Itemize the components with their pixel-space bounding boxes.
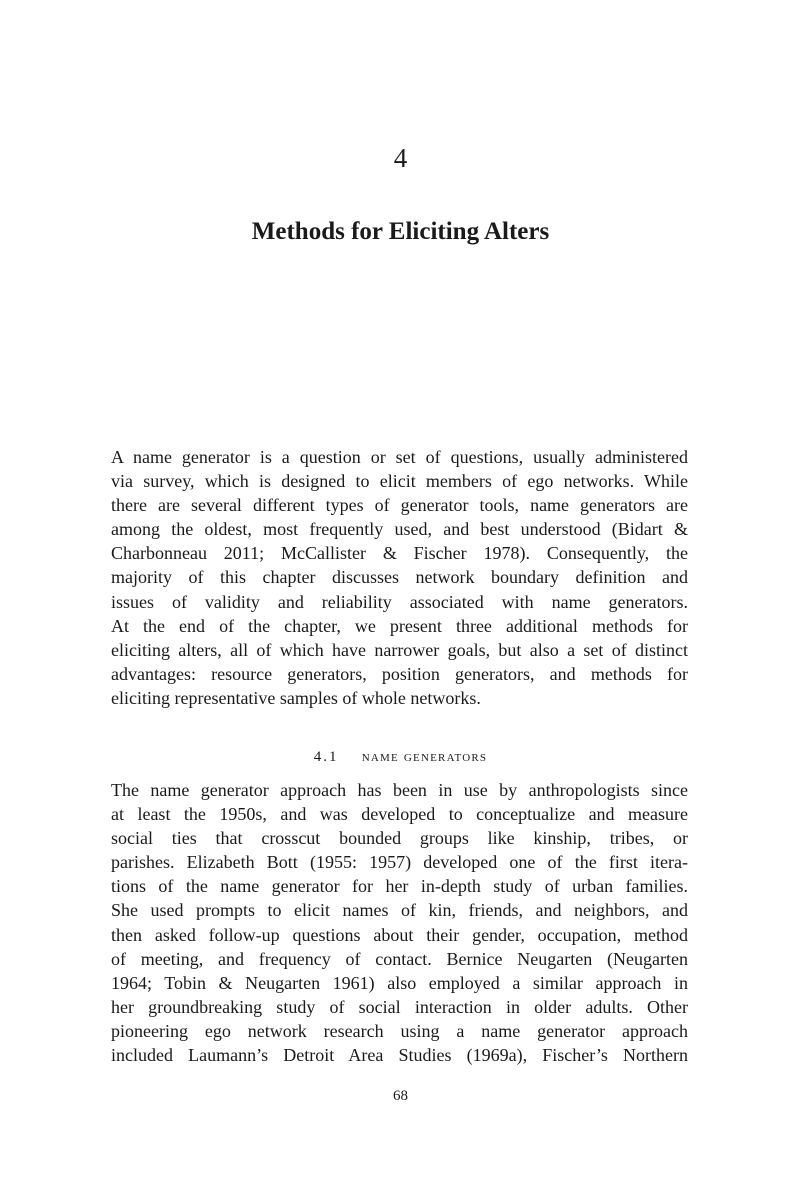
intro-line: among the oldest, most frequently used, and best understood (Bidart & [111,519,688,540]
intro-line: majority of this chapter discusses network boundary definition and [111,567,688,588]
intro-line: issues of validity and reliability associated with name generators. [111,591,688,612]
section-line: at least the 1950s, and was developed to conceptualize and measure [111,804,688,825]
section-line: included Laumann’s Detroit Area Studies (1969a), Fischer’s Northern [111,1045,688,1066]
intro-line: eliciting representative samples of whole networks. [111,687,481,708]
intro-line: eliciting alters, all of which have narrower goals, but also a set of distinct [111,639,688,660]
section-line: her groundbreaking study of social interaction in older adults. Other [111,996,688,1017]
section-paragraph [111,778,688,1067]
chapter-number: 4 [393,143,408,173]
section-line: She used prompts to elicit names of kin, friends, and neighbors, and [111,900,688,921]
section-line: of meeting, and frequency of contact. Bernice Neugarten (Neugarten [111,948,688,969]
intro-line: Charbonneau 2011; McCallister & Fischer 1978). Consequently, the [111,543,688,564]
section-line: social ties that crosscut bounded groups like kinship, tribes, or [111,828,688,849]
intro-line: A name generator is a question or set of questions, usually administered [111,447,688,467]
intro-paragraph [111,445,688,710]
section-line: 1964; Tobin & Neugarten 1961) also employed a similar approach in [111,972,688,993]
section-line: tions of the name generator for her in-depth study of urban families. [111,876,688,897]
intro-line: advantages: resource generators, position generators, and methods for [111,663,688,684]
intro-line: there are several different types of generator tools, name generators are [111,495,688,516]
chapter-title: Methods for Eliciting Alters [251,218,550,245]
intro-line: via survey, which is designed to elicit members of ego networks. While [111,471,688,492]
intro-line: At the end of the chapter, we present three additional methods for [111,615,688,636]
section-title: name generators [361,749,488,765]
section-line: pioneering ego network research using a name generator approach [111,1020,688,1041]
page-number: 68 [393,1088,408,1104]
section-line: parishes. Elizabeth Bott (1955: 1957) developed one of the first itera- [111,852,688,873]
section-heading [0,745,801,769]
section-line: The name generator approach has been in use by anthropologists since [111,780,688,800]
section-line: then asked follow-up questions about their gender, occupation, method [111,924,688,945]
section-number: 4.1 [313,749,339,765]
